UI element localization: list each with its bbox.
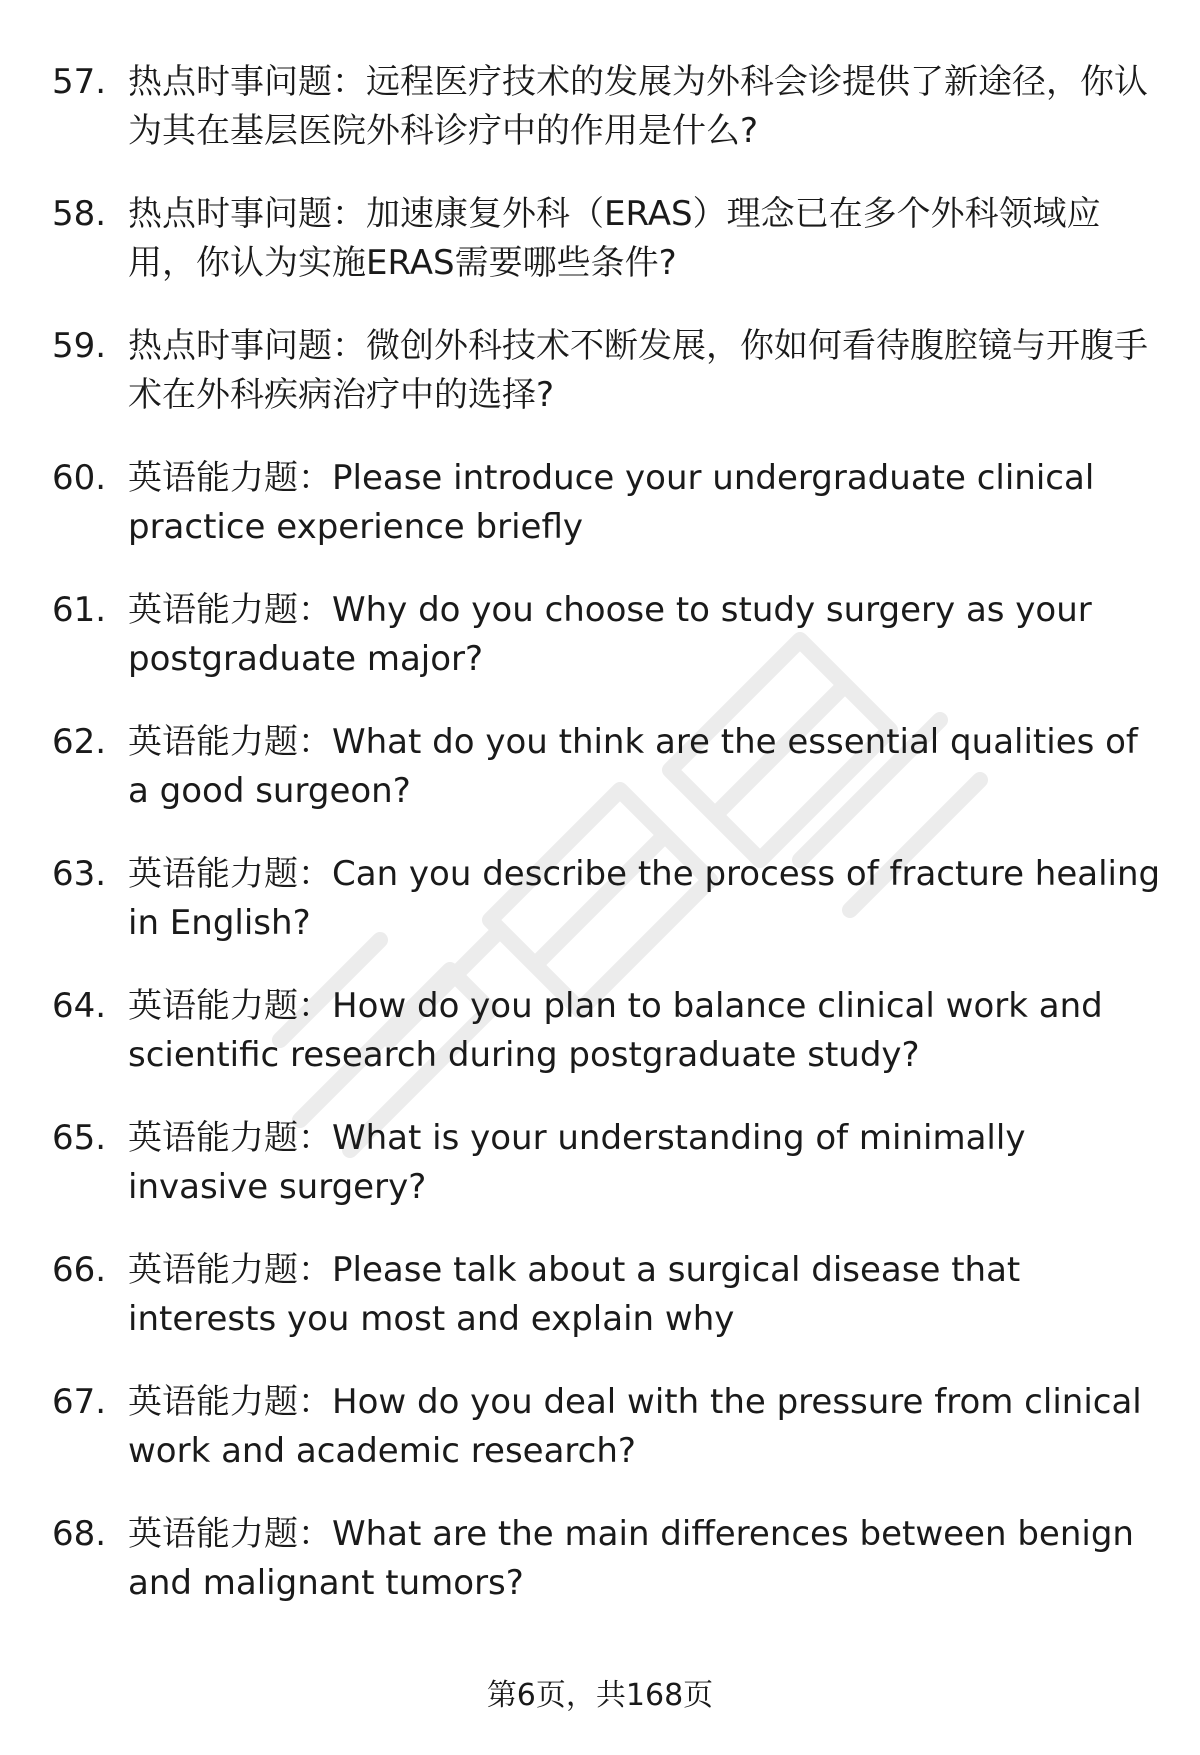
question-item — [52, 190, 1162, 288]
question-item — [52, 1114, 1162, 1212]
question-text: 英语能力题：How do you plan to balance clinical work and scientific research during postgraduate study? — [128, 986, 1103, 1075]
question-item — [52, 586, 1162, 684]
question-item — [52, 58, 1162, 156]
question-item — [52, 454, 1162, 552]
question-number: 63. — [52, 854, 107, 894]
question-text: 英语能力题：Why do you choose to study surgery as your postgraduate major? — [128, 590, 1092, 679]
question-text: 英语能力题：Please talk about a surgical disease that interests you most and explain why — [128, 1250, 1021, 1339]
question-text: 英语能力题：Can you describe the process of fracture healing in English? — [128, 854, 1161, 943]
question-text: 英语能力题：How do you deal with the pressure from clinical work and academic research? — [128, 1382, 1142, 1471]
question-number: 64. — [52, 986, 107, 1026]
question-item — [52, 850, 1162, 948]
question-item — [52, 982, 1162, 1080]
question-item — [52, 1378, 1162, 1476]
question-item — [52, 1246, 1162, 1344]
question-number: 61. — [52, 590, 107, 630]
question-number: 62. — [52, 722, 107, 762]
question-number: 57. — [52, 62, 107, 102]
question-item — [52, 1510, 1162, 1608]
question-text: 英语能力题：What is your understanding of minimally invasive surgery? — [128, 1118, 1026, 1207]
question-number: 66. — [52, 1250, 107, 1290]
question-text: 英语能力题：Please introduce your undergraduate clinical practice experience briefly — [128, 458, 1095, 547]
question-text: 热点时事问题：加速康复外科（ERAS）理念已在多个外科领域应用，你认为实施ERAS需要哪些条件? — [128, 194, 1101, 283]
question-number: 67. — [52, 1382, 107, 1422]
question-text: 热点时事问题：微创外科技术不断发展，你如何看待腹腔镜与开腹手术在外科疾病治疗中的选择? — [128, 326, 1148, 415]
question-number: 65. — [52, 1118, 107, 1158]
question-text: 英语能力题：What are the main differences between benign and malignant tumors? — [128, 1514, 1134, 1603]
question-text: 热点时事问题：远程医疗技术的发展为外科会诊提供了新途径，你认为其在基层医院外科诊疗中的作用是什么? — [128, 62, 1148, 151]
question-number: 59. — [52, 326, 107, 366]
question-item — [52, 322, 1162, 420]
question-number: 60. — [52, 458, 107, 498]
question-item — [52, 718, 1162, 816]
question-text: 英语能力题：What do you think are the essential qualities of a good surgeon? — [128, 722, 1138, 811]
question-list — [52, 58, 1162, 1642]
question-number: 58. — [52, 194, 107, 234]
question-number: 68. — [52, 1514, 107, 1554]
page-footer: 第6页，共168页 — [486, 1678, 714, 1713]
